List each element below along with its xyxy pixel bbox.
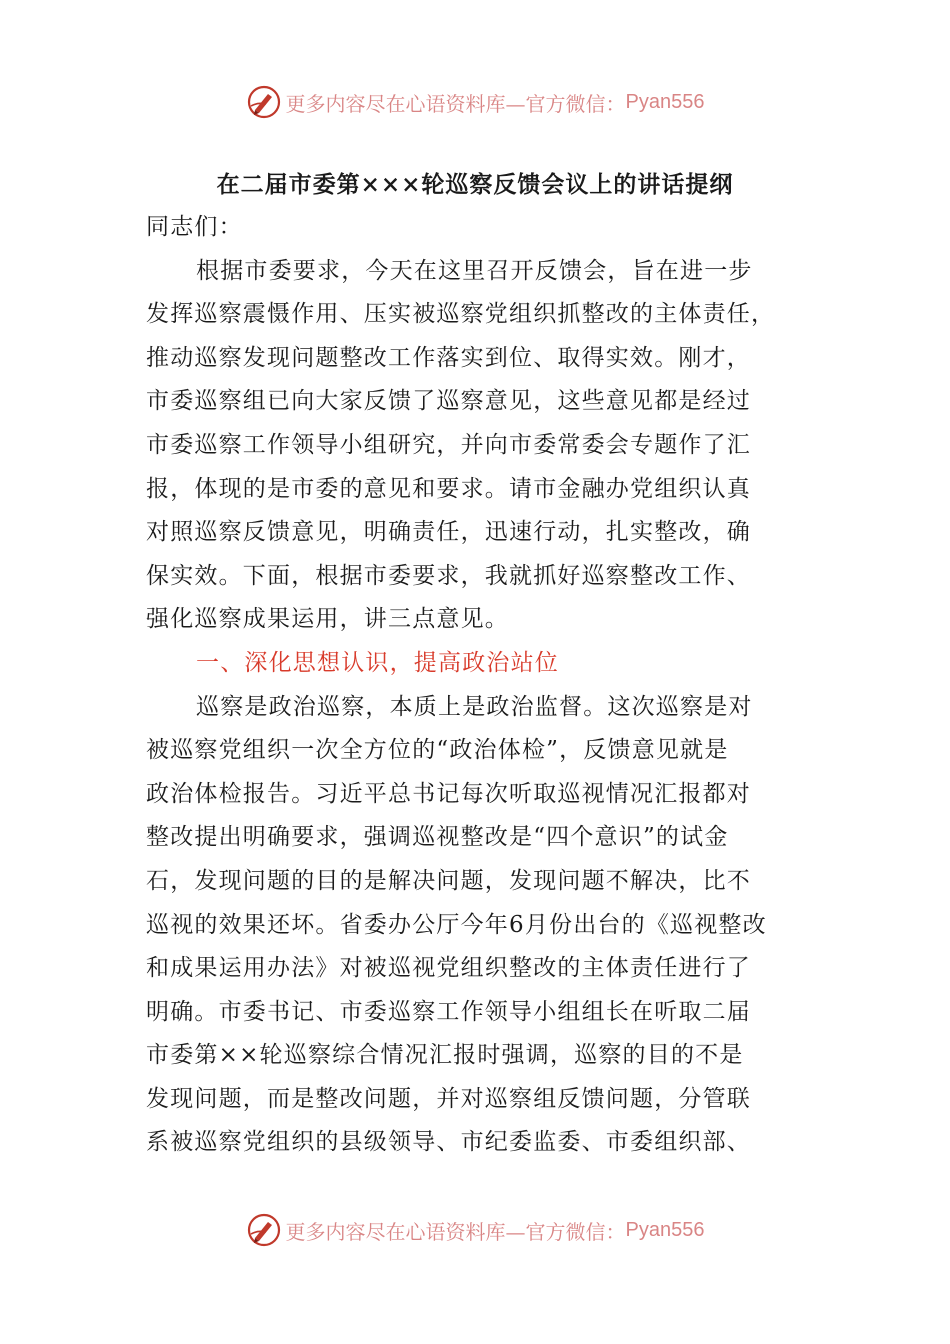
banner-wechat-id: Pyan556 [625,1218,705,1241]
banner-text: 更多内容尽在心语资料库—官方微信： [285,1219,626,1244]
body-line: 明确。市委书记、市委巡察工作领导小组组长在听取二届 [146,998,751,1025]
body-line: 推动巡察发现问题整改工作落实到位、取得实效。刚才， [146,344,751,371]
document-title: 在二届市委第×××轮巡察反馈会议上的讲话提纲 [216,171,734,198]
body-line: 保实效。下面，根据市委要求，我就抓好巡察整改工作、 [146,562,751,589]
pen-circle-logo-icon [246,1212,282,1248]
body-line: 巡视的效果还坏。省委办公厅今年6月份出台的《巡视整改 [146,911,767,938]
body-line: 和成果运用办法》对被巡视党组织整改的主体责任进行了 [146,955,751,982]
body-line: 根据市委要求，今天在这里召开反馈会，旨在进一步 [196,257,753,284]
body-line: 发现问题，而是整改问题，并对巡察组反馈问题，分管联 [146,1085,751,1112]
salutation-line: 同志们： [146,214,243,240]
body-line: 被巡察党组织一次全方位的“政治体检”，反馈意见就是 [146,737,729,764]
banner-wechat-id: Pyan556 [625,90,705,113]
body-line: 政治体检报告。习近平总书记每次听取巡视情况汇报都对 [146,780,751,807]
header-banner [0,82,950,122]
body-line: 石，发现问题的目的是解决问题，发现问题不解决，比不 [146,867,751,894]
body-line: 强化巡察成果运用，讲三点意见。 [146,606,509,633]
document-body [146,206,806,1165]
body-line: 发挥巡察震慑作用、压实被巡察党组织抓整改的主体责任， [146,301,776,328]
body-line: 市委巡察工作领导小组研究，并向市委常委会专题作了汇 [146,431,751,458]
body-line: 市委巡察组已向大家反馈了巡察意见，这些意见都是经过 [146,388,751,415]
body-line: 整改提出明确要求，强调巡视整改是“四个意识”的试金 [146,824,729,851]
body-line: 系被巡察党组织的县级领导、市纪委监委、市委组织部、 [146,1129,751,1156]
banner-text: 更多内容尽在心语资料库—官方微信： [285,91,626,116]
body-line: 市委第××轮巡察综合情况汇报时强调，巡察的目的不是 [146,1042,744,1069]
body-line: 对照巡察反馈意见，明确责任，迅速行动，扎实整改，确 [146,519,751,546]
section-heading: 一、深化思想认识，提高政治站位 [196,649,559,676]
pen-circle-logo-icon [246,84,282,120]
footer-banner [0,1210,950,1250]
body-line: 报，体现的是市委的意见和要求。请市金融办党组织认真 [146,475,751,502]
body-line: 巡察是政治巡察，本质上是政治监督。这次巡察是对 [196,693,753,720]
